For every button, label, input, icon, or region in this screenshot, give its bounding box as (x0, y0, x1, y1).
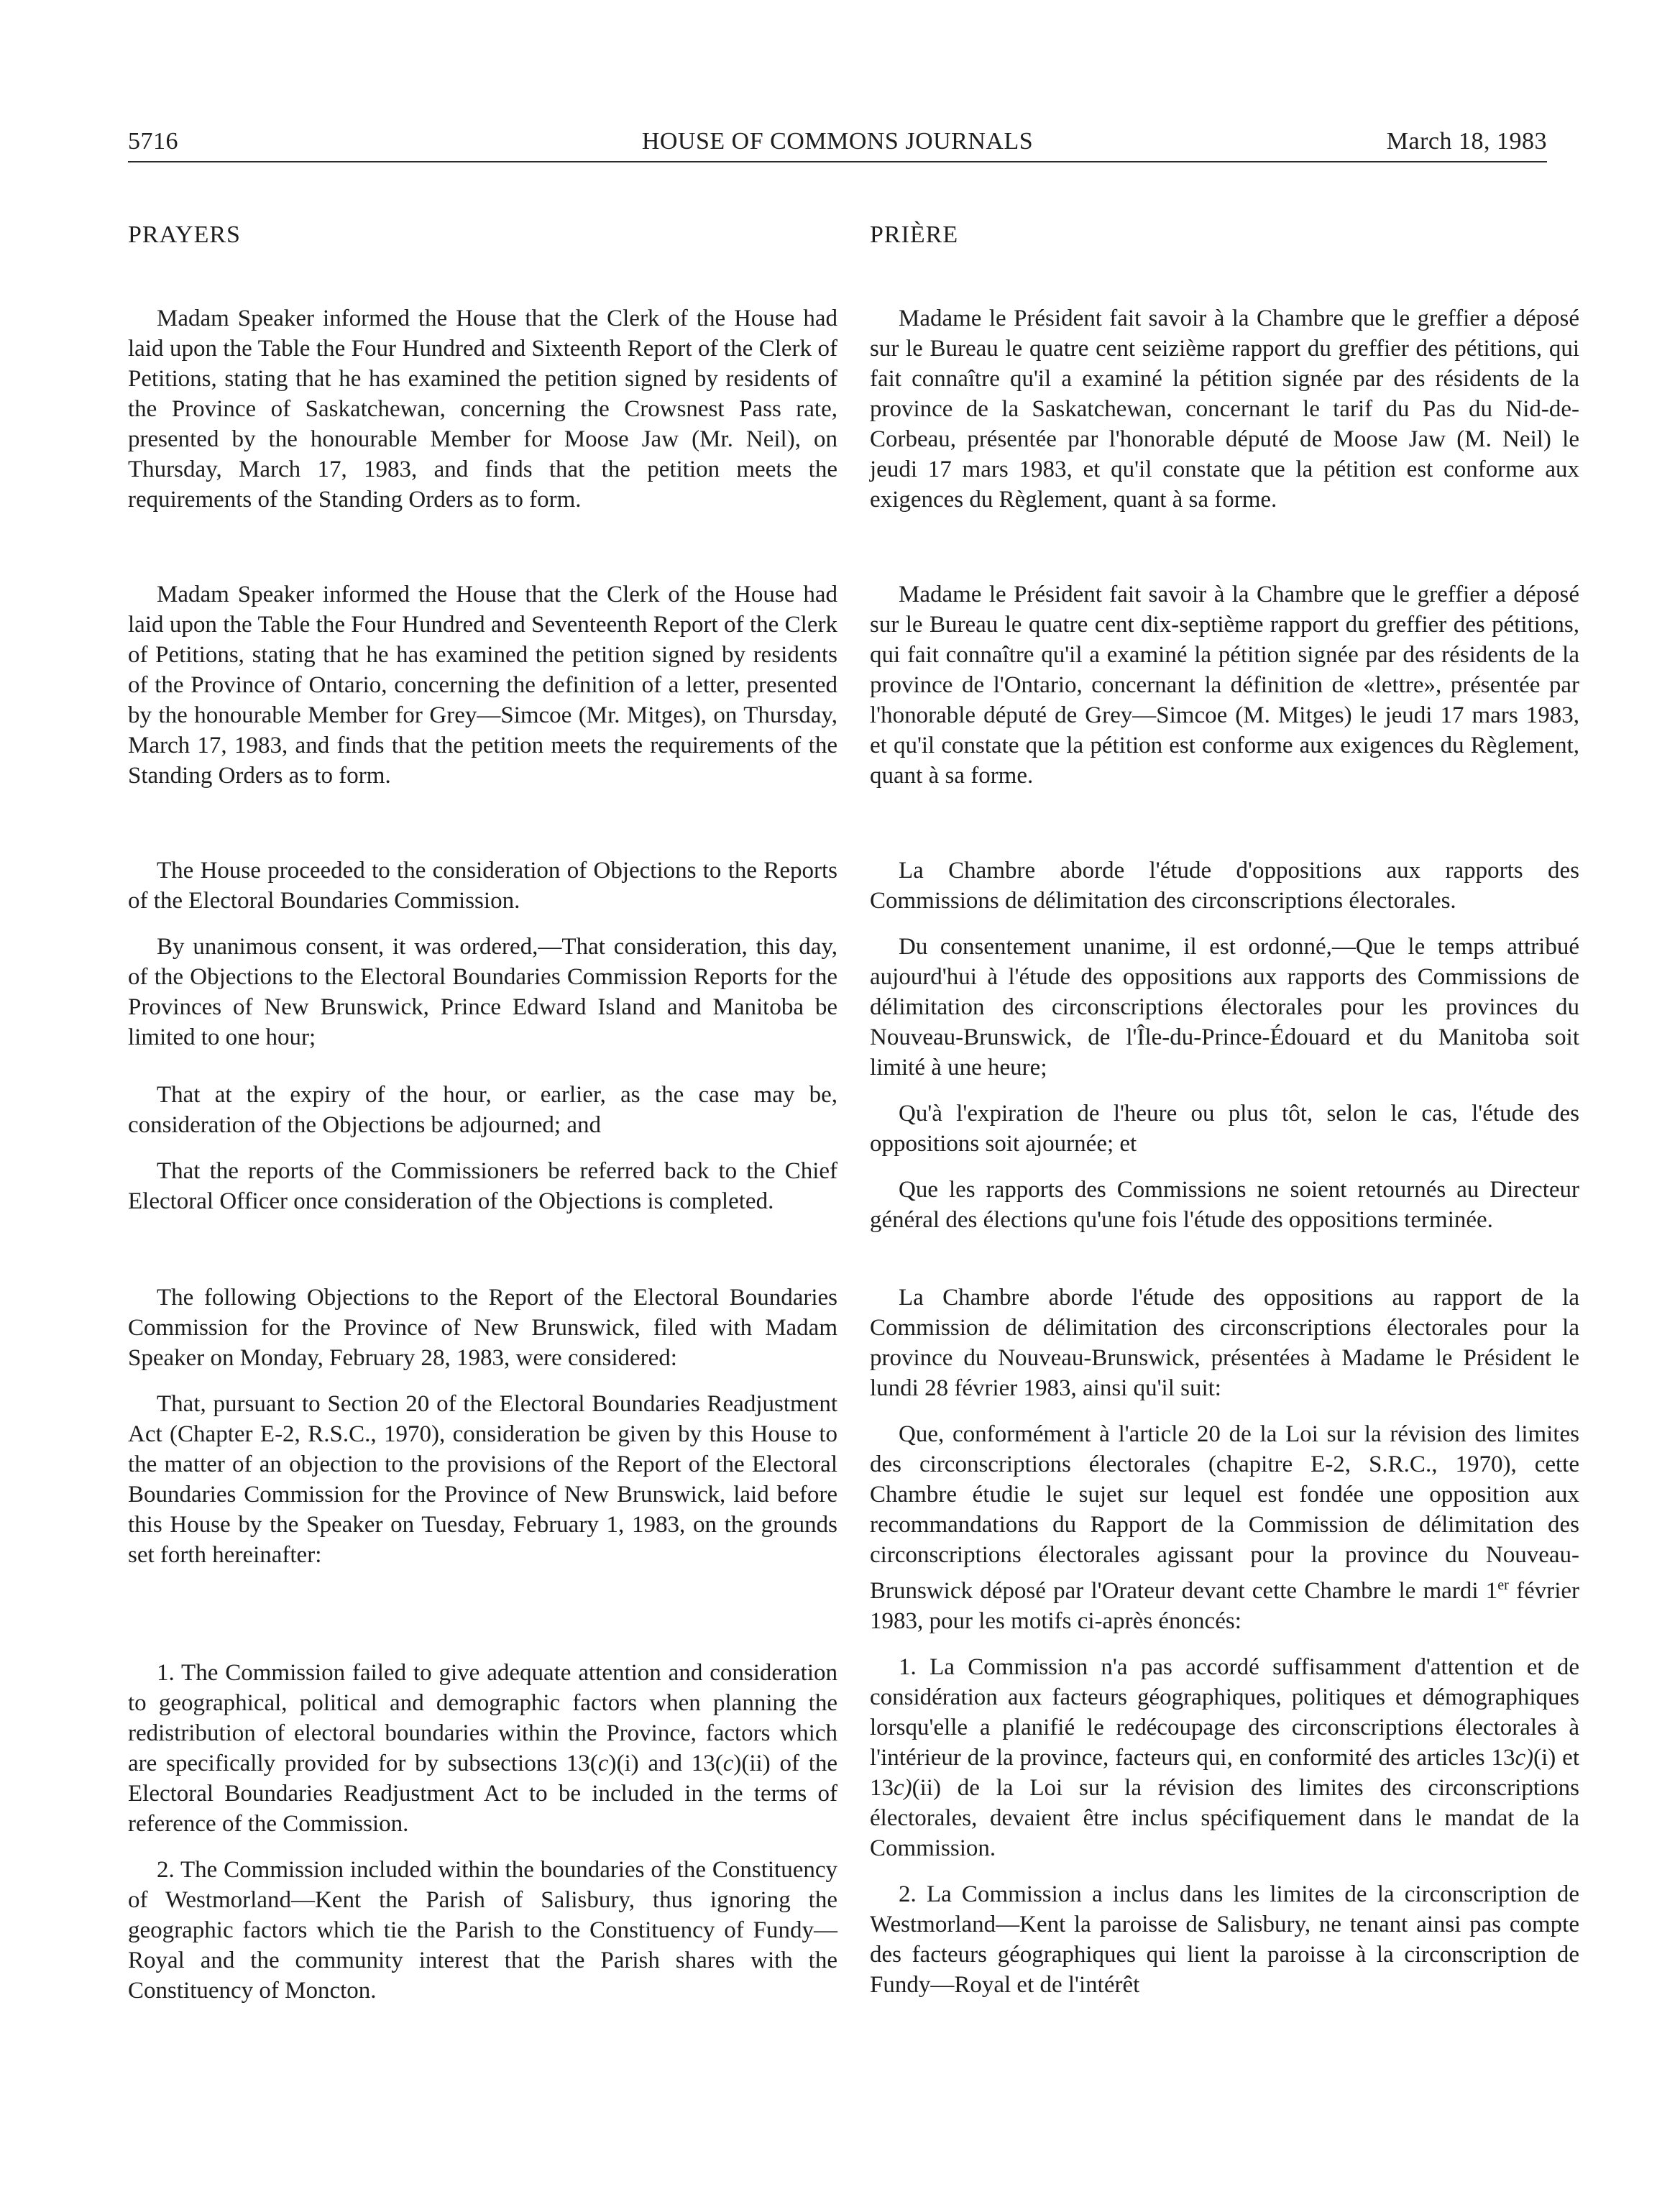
section-heading: PRIÈRE (870, 221, 959, 248)
page-number: 5716 (128, 128, 178, 155)
petition-report-417 (128, 579, 837, 807)
journal-title: HOUSE OF COMMONS JOURNALS (641, 128, 1034, 155)
paragraph: Madam Speaker informed the House that the Clerk of the House had laid upon the Table the Four Hundred and Sixteenth Report of the Clerk of Petitions, stating that he has examined the petition signed by residents of the Province of Saskatchewan, concerning the Crowsnest Pass rate, presented by the honourable Member for Moose Jaw (Mr. Neil), on Thursday, March 17, 1983, and finds that the petition meets the requirements of the Standing Orders as to form. (128, 306, 837, 513)
ground-2: 2. The Commission included within the boundaries of the Constituency of Westmorland—Kent the Parish of Salisbury, thus ignoring the geographic factors which tie the Parish to the Constituency of Fundy—Royal and the community interest that the Parish shares with the Constituency of Moncton. (128, 1857, 837, 2004)
paragraph: By unanimous consent, it was ordered,—That consideration, this day, of the Objections to the Electoral Boundaries Commission Reports for the Provinces of New Brunswick, Prince Edward Island and Manitoba be limited to one hour; (128, 934, 837, 1050)
order-continuation (128, 1080, 837, 1232)
text-run: (i) et 13 (870, 1745, 1579, 1801)
paragraph: The House proceeded to the consideration of Objections to the Reports of the Electoral Boundaries Commission. (128, 858, 837, 914)
ground-2: 2. La Commission a inclus dans les limites de la circonscription de Westmorland—Kent la paroisse de Salisbury, ne tenant ainsi pas compte des facteurs géographiques qui lient la paroisse à la circonscription de Fundy—Royal et de l'intérêt (870, 1881, 1579, 1998)
paragraph: Madame le Président fait savoir à la Chambre que le greffier a déposé sur le Bureau le quatre cent dix-septième rapport du greffier des pétitions, qui fait connaître qu'il a examiné la pétition signée par des résidents de la province de l'Ontario, concernant la définition de «lettre», présentée par l'honorable député de Grey—Simcoe (M. Mitges) le jeudi 17 mars 1983, et qu'il constate que la pétition est conforme aux exigences du Règlement, quant à sa forme. (870, 582, 1579, 789)
paragraph: Du consentement unanime, il est ordonné,—Que le temps attribué aujourd'hui à l'étude des oppositions aux rapports des Commissions de délimitation des circonscriptions électorales pour les provinces du Nouveau-Brunswick, de l'Île-du-Prince-Édouard et du Manitoba soit limité à une heure; (870, 934, 1579, 1081)
text-run: février 1983, pour les motifs ci-après énoncés: (870, 1578, 1579, 1634)
petition-report-416 (870, 303, 1579, 531)
petition-report-416 (128, 303, 837, 531)
paragraph: The following Objections to the Report of the Electoral Boundaries Commission for the Province of New Brunswick, filed with Madam Speaker on Monday, February 28, 1983, were considered: (128, 1285, 837, 1371)
paragraph: That at the expiry of the hour, or earlier, as the case may be, consideration of the Objections be adjourned; and (128, 1082, 837, 1138)
objections-section (870, 855, 1579, 1251)
text-run: c) (894, 1775, 912, 1801)
text-run: )(ii) of the Electoral Boundaries Readjustment Act to be included in the terms of reference of the Commission. (128, 1751, 838, 1837)
objections-section (128, 855, 837, 1068)
new-brunswick-objections (128, 1283, 837, 1586)
ground-1 (870, 1652, 1579, 1863)
text-run: Que, conformément à l'article 20 de la Loi sur la révision des limites des circonscriptions électorales (chapitre E-2, S.R.C., 1970), cette Chambre étudie le sujet sur lequel est fondée une opposition aux recommandations du Rapport de la Commission de délimitation des circonscriptions électorales agissant pour la province du Nouveau-Brunswick déposé par l'Orateur devant cette Chambre le mardi 1 (870, 1421, 1579, 1604)
text-run: )(i) and 13( (608, 1751, 723, 1776)
text-run: c) (1515, 1745, 1534, 1771)
journal-date: March 18, 1983 (1386, 128, 1547, 155)
page-header (128, 125, 1547, 162)
paragraph: Madam Speaker informed the House that the Clerk of the House had laid upon the Table the Four Hundred and Seventeenth Report of the Clerk of Petitions, stating that he has examined the petition signed by residents of the Province of Ontario, concerning the definition of a letter, presented by the honourable Member for Grey—Simcoe (Mr. Mitges), on Thursday, March 17, 1983, and finds that the petition meets the requirements of the Standing Orders as to form. (128, 582, 837, 789)
paragraph: Qu'à l'expiration de l'heure ou plus tôt, selon le cas, l'étude des oppositions soit ajournée; et (870, 1101, 1579, 1157)
paragraph: La Chambre aborde l'étude d'oppositions aux rapports des Commissions de délimitation des circonscriptions électorales. (870, 858, 1579, 914)
text-run: c (722, 1751, 734, 1776)
section-heading: PRAYERS (128, 221, 241, 248)
grounds-list (128, 1658, 837, 2022)
petition-report-417 (870, 579, 1579, 807)
new-brunswick-objections (870, 1283, 1579, 2016)
text-run: 1. La Commission n'a pas accordé suffisamment d'attention et de considération aux facteurs géographiques, politiques et démographiques lorsqu'elle a planifié le redécoupage des circonscriptions électorales à l'intérieur de la province, facteurs qui, en conformité des articles 13 (870, 1654, 1579, 1771)
ground-1 (128, 1658, 837, 1839)
paragraph: That the reports of the Commissioners be referred back to the Chief Electoral Officer once consideration of the Objections is completed. (128, 1158, 837, 1214)
paragraph: La Chambre aborde l'étude des oppositions au rapport de la Commission de délimitation des circonscriptions électorales pour la province du Nouveau-Brunswick, présentées à Madame le Président le lundi 28 février 1983, ainsi qu'il suit: (870, 1285, 1579, 1401)
paragraph (870, 1419, 1579, 1636)
paragraph: Que les rapports des Commissions ne soient retournés au Directeur général des élections qu'une fois l'étude des oppositions terminée. (870, 1177, 1579, 1233)
paragraph: That, pursuant to Section 20 of the Electoral Boundaries Readjustment Act (Chapter E-2, R.S.C., 1970), consideration be given by this House to the matter of an objection to the provisions of the Report of the Electoral Boundaries Commission for the Province of New Brunswick, laid before this House by the Speaker on Tuesday, February 1, 1983, on the grounds set forth hereinafter: (128, 1391, 837, 1568)
paragraph: Madame le Président fait savoir à la Chambre que le greffier a déposé sur le Bureau le quatre cent seizième rapport du greffier des pétitions, qui fait connaître qu'il a examiné la pétition signée par des résidents de la province de la Saskatchewan, concernant le tarif du Pas du Nid-de-Corbeau, présentée par l'honorable député de Moose Jaw (M. Neil) le jeudi 17 mars 1983, et qu'il constate que la pétition est conforme aux exigences du Règlement, quant à sa forme. (870, 306, 1579, 513)
text-run: c (597, 1751, 609, 1776)
superscript: er (1497, 1577, 1509, 1593)
text-run: 1. The Commission failed to give adequate attention and consideration to geographical, political and demographic factors when planning the redistribution of electoral boundaries within the Province, factors which are specifically provided for by subsections 13( (128, 1660, 837, 1776)
text-run: (ii) de la Loi sur la révision des limites des circonscriptions électorales, devaient être inclus spécifiquement dans le mandat de la Commission. (870, 1775, 1579, 1861)
